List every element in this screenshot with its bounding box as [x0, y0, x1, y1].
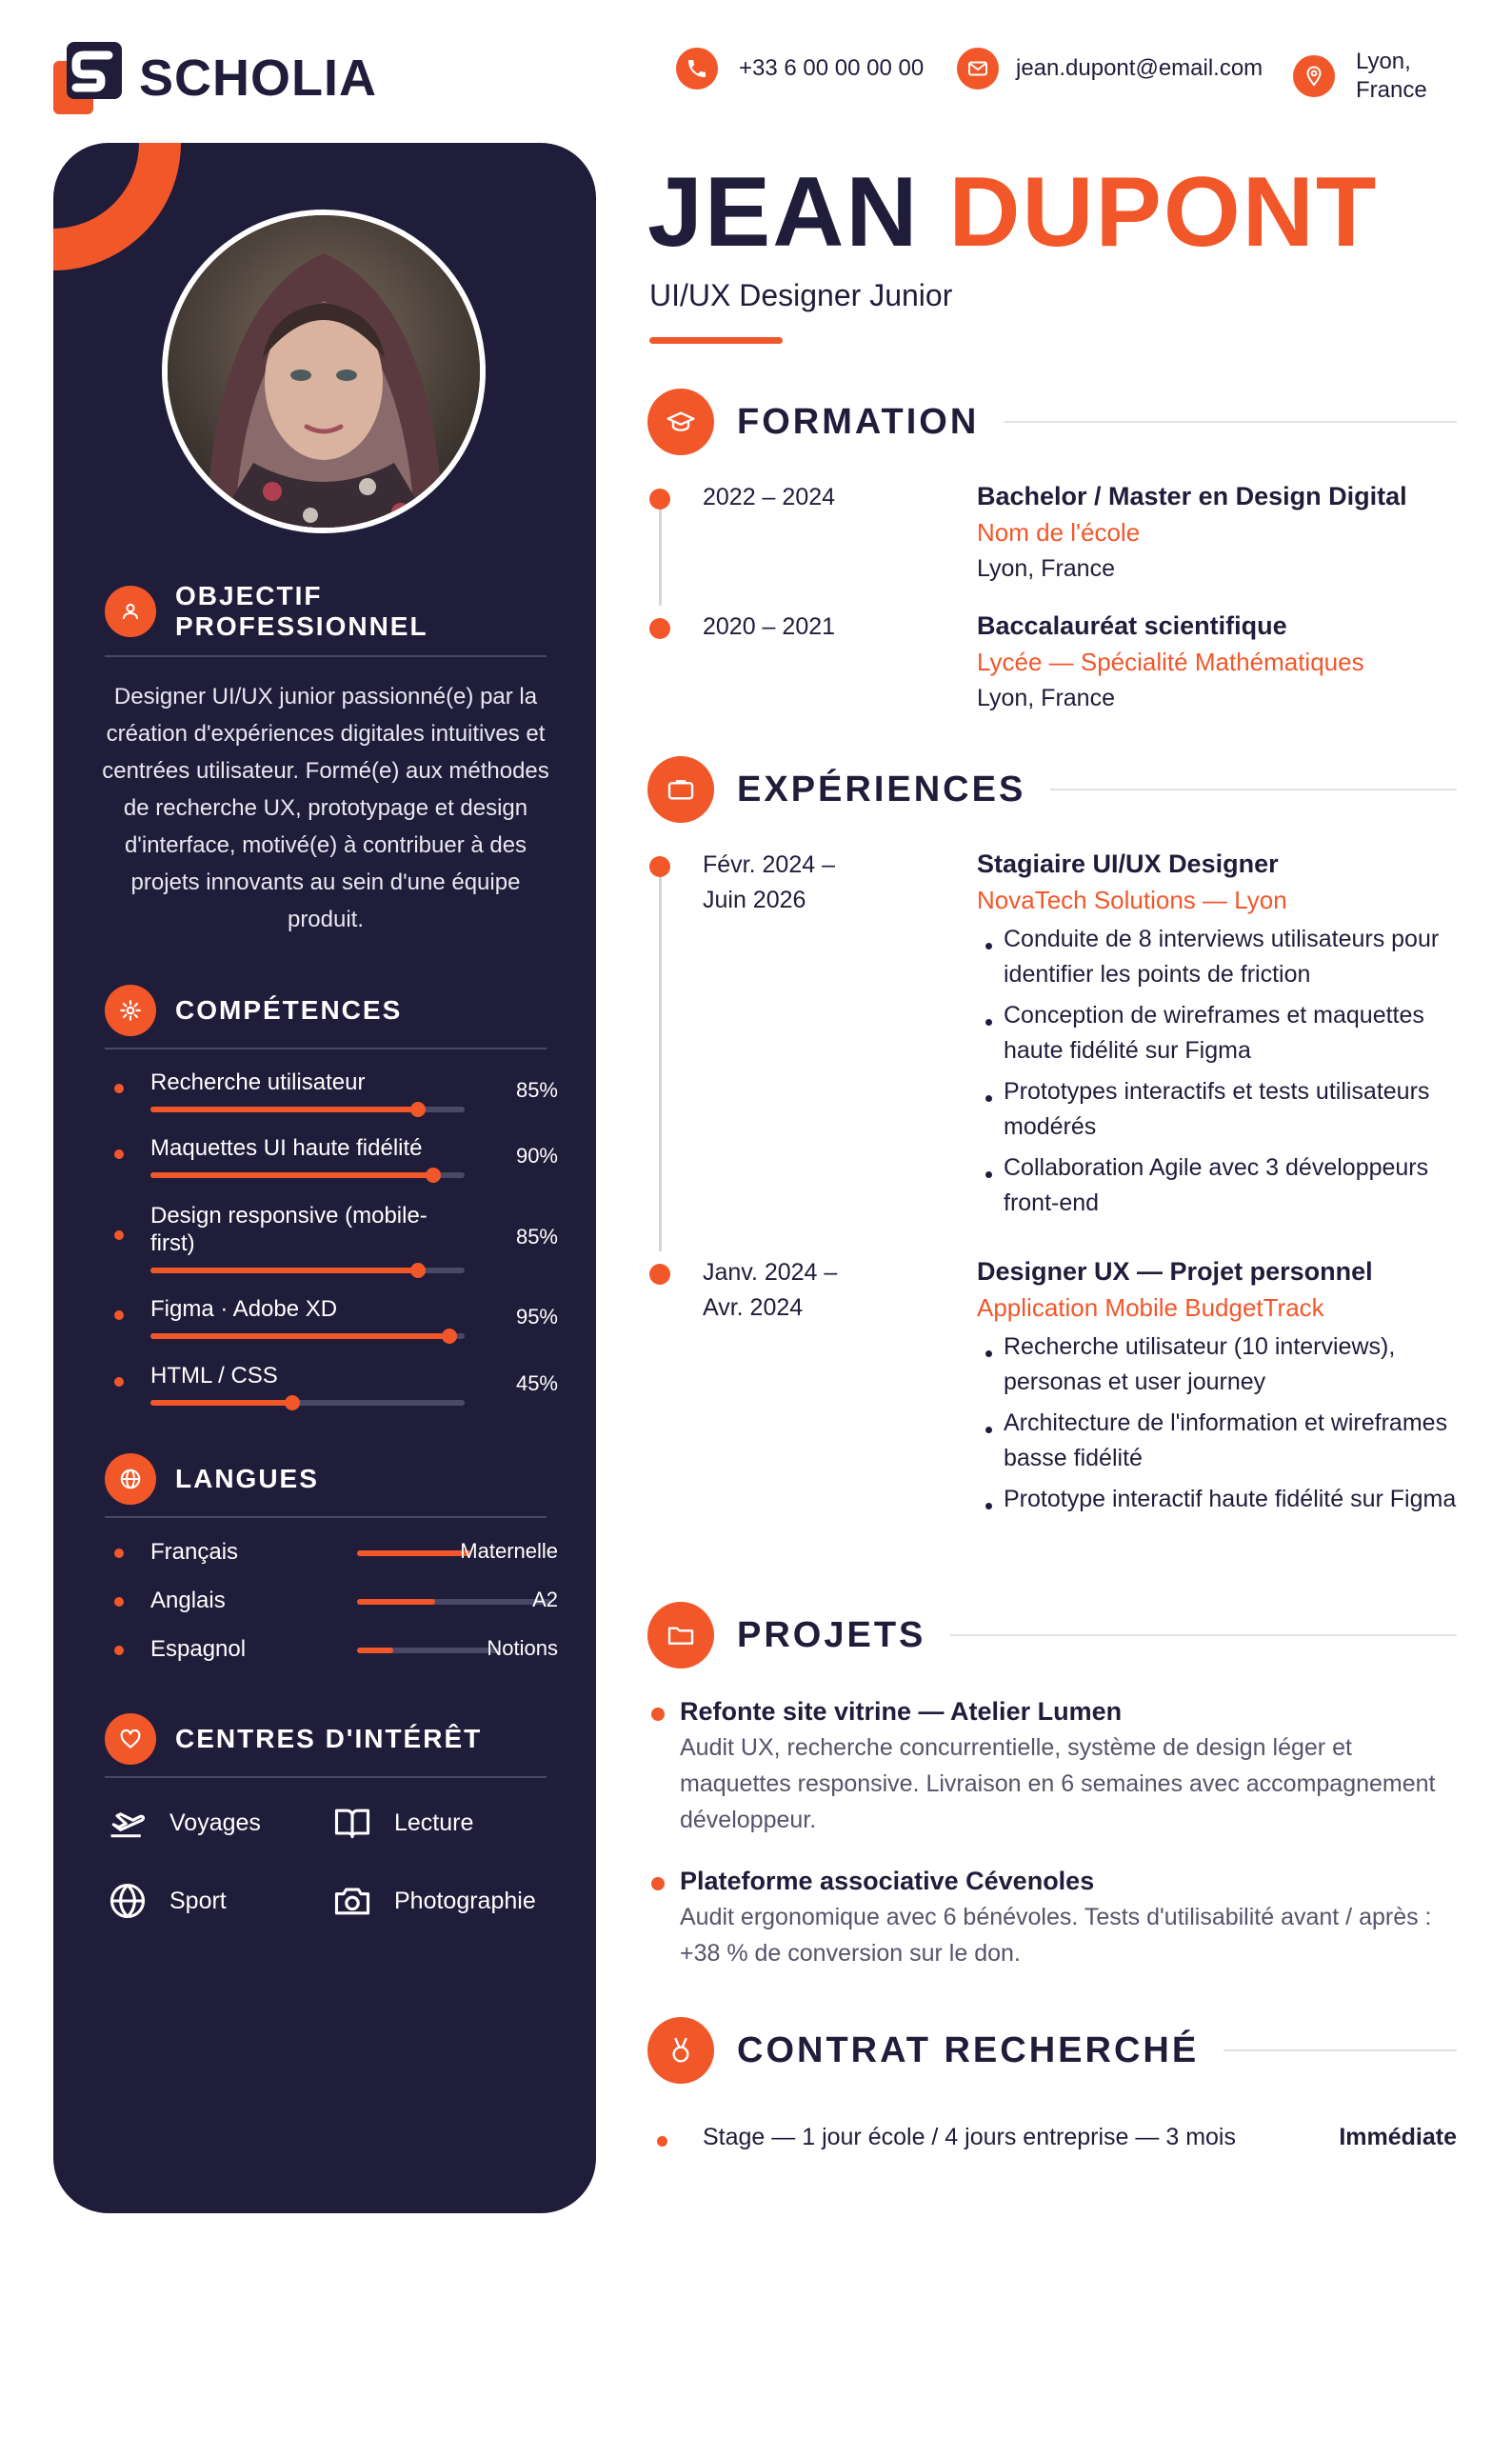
interest-item [107, 1802, 261, 1844]
company: Application Mobile BudgetTrack [977, 1293, 1324, 1322]
bullet-dot [114, 1310, 124, 1320]
heart-icon [105, 1713, 156, 1765]
formation-heading [647, 389, 1457, 455]
task-item: Prototypes interactifs et tests utilisateurs modérés [977, 1074, 1472, 1145]
globe-icon [105, 1453, 156, 1505]
skill-bar [150, 1268, 465, 1273]
job-title: UI/UX Designer Junior [649, 278, 953, 312]
divider [105, 655, 547, 657]
task-item: Collaboration Agile avec 3 développeurs front-end [977, 1150, 1472, 1221]
profile-photo [162, 210, 486, 533]
skill-percent: 85% [515, 1225, 558, 1249]
bullet-dot [114, 1597, 124, 1607]
medal-icon [647, 2017, 714, 2084]
interest-item [107, 1880, 227, 1922]
skill-name: Recherche utilisateur [150, 1069, 366, 1095]
skill-bar [150, 1333, 465, 1339]
availability: Immédiate [1339, 2124, 1457, 2150]
phone-icon [676, 48, 718, 90]
task-item: Recherche utilisateur (10 interviews), personas et user journey [977, 1329, 1472, 1400]
mail-icon [957, 48, 999, 90]
experiences-heading [647, 756, 1457, 823]
contact-email[interactable] [957, 48, 1263, 90]
skill-bar [150, 1400, 465, 1406]
location-text: Lyon, France [1356, 49, 1427, 103]
school: Lycée — Spécialité Mathématiques [977, 648, 1364, 676]
task-item: Architecture de l'information et wireframes basse fidélité [977, 1406, 1472, 1476]
skill-item [105, 1295, 558, 1352]
projects-title: PROJETS [737, 1614, 926, 1655]
formation-title: FORMATION [737, 401, 980, 442]
interest-label: Lecture [394, 1809, 474, 1836]
contract-type: Stage — 1 jour école / 4 jours entreprise — 3 mois [703, 2124, 1236, 2150]
timeline-line [659, 499, 662, 606]
title-underline [649, 337, 783, 344]
objective-text: Designer UI/UX junior passionné(e) par la création d'expériences digitales intuitives et centrées utilisateur. Formé(e) aux méthodes de recherche UX, prototypage et design d'interface, motivé(e) à contribuer à des projets innovants au sein d'une équipe produit. [102, 684, 549, 932]
bullet-dot [114, 1549, 124, 1558]
bullet-dot [114, 1377, 124, 1387]
timeline-line [659, 867, 662, 1251]
book-icon [331, 1802, 373, 1844]
languages-heading [105, 1453, 319, 1505]
skill-percent: 85% [515, 1078, 558, 1102]
language-level: Notions [487, 1636, 558, 1660]
contract-item [649, 2122, 1457, 2160]
project-item [649, 1863, 1468, 1971]
degree: Bachelor / Master en Design Digital [977, 482, 1407, 510]
bullet-dot [114, 1646, 124, 1655]
graduation-cap-icon [647, 389, 714, 455]
experience-date: Janv. 2024 – Avr. 2024 [703, 1259, 838, 1321]
bullet-dot [114, 1230, 124, 1240]
position: Stagiaire UI/UX Designer [977, 849, 1279, 878]
contract-title: CONTRAT RECHERCHÉ [737, 2029, 1200, 2070]
languages-title: LANGUES [175, 1464, 319, 1493]
logo [53, 42, 377, 114]
last-name: DUPONT [948, 157, 1379, 268]
project-name: Refonte site vitrine — Atelier Lumen [680, 1697, 1123, 1726]
timeline-dot [649, 1264, 670, 1285]
formation-item [977, 608, 1472, 716]
skill-item [105, 1134, 558, 1191]
language-bar [357, 1550, 471, 1556]
language-name: Anglais [150, 1588, 226, 1613]
bullet-dot [114, 1084, 124, 1093]
email-address: jean.dupont@email.com [1016, 55, 1263, 81]
divider [105, 1776, 547, 1778]
task-item: Conduite de 8 interviews utilisateurs pour identifier les points de friction [977, 922, 1472, 992]
skill-percent: 90% [515, 1144, 558, 1168]
interest-label: Voyages [169, 1809, 261, 1836]
school-location: Lyon, France [977, 555, 1115, 582]
experience-item [977, 846, 1472, 1227]
language-bar [357, 1648, 500, 1653]
interest-item [331, 1880, 536, 1922]
contact-phone[interactable] [676, 48, 929, 90]
company: NovaTech Solutions — Lyon [977, 886, 1287, 914]
formation-date: 2020 – 2021 [703, 613, 836, 640]
user-icon [105, 586, 156, 637]
bullet-dot [651, 1877, 665, 1890]
language-item [105, 1537, 558, 1569]
skill-bar [150, 1172, 465, 1178]
interest-label: Photographie [394, 1887, 536, 1914]
airplane-icon [107, 1802, 149, 1844]
divider [1050, 789, 1457, 790]
divider [1224, 2049, 1457, 2051]
language-level: A2 [532, 1588, 558, 1611]
contract-heading [647, 2017, 1457, 2084]
bullet-dot [657, 2136, 667, 2147]
projects-heading [647, 1602, 1457, 1669]
briefcase-icon [647, 756, 714, 823]
bullet-dot [114, 1149, 124, 1159]
interest-item [331, 1802, 473, 1844]
skill-percent: 45% [515, 1371, 558, 1395]
skill-percent: 95% [515, 1305, 558, 1329]
language-bar [357, 1599, 551, 1605]
ball-icon [107, 1880, 149, 1922]
project-description: Audit ergonomique avec 6 bénévoles. Tests d'utilisabilité avant / après : +38 % de conversion sur le don. [680, 1904, 1432, 1967]
first-name: JEAN [647, 157, 920, 268]
skill-name: Design responsive (mobile-first) [150, 1203, 428, 1256]
skills-heading [105, 985, 402, 1036]
task-item: Prototype interactif haute fidélité sur Figma [977, 1482, 1472, 1517]
objective-title: OBJECTIF PROFESSIONNEL [175, 581, 428, 641]
interest-label: Sport [169, 1887, 227, 1914]
divider [950, 1634, 1457, 1636]
experiences-title: EXPÉRIENCES [737, 769, 1026, 809]
school-location: Lyon, France [977, 685, 1115, 711]
position: Designer UX — Projet personnel [977, 1257, 1373, 1286]
skill-item [105, 1202, 558, 1286]
timeline-dot [649, 618, 670, 639]
skill-name: Maquettes UI haute fidélité [150, 1135, 423, 1161]
brand-name: SCHOLIA [139, 50, 377, 107]
divider [1004, 421, 1457, 423]
phone-number: +33 6 00 00 00 00 [739, 55, 925, 81]
gear-icon [105, 985, 156, 1036]
language-item [105, 1634, 558, 1667]
folder-icon [647, 1602, 714, 1669]
experience-item [977, 1253, 1472, 1523]
skill-name: HTML / CSS [150, 1363, 278, 1389]
degree: Baccalauréat scientifique [977, 611, 1287, 640]
task-item: Conception de wireframes et maquettes haute fidélité sur Figma [977, 998, 1472, 1069]
timeline-dot [649, 489, 670, 510]
skill-item [105, 1069, 558, 1126]
task-list [977, 922, 1472, 1221]
contact-location [1293, 48, 1451, 105]
skill-name: Figma · Adobe XD [150, 1296, 338, 1322]
divider [105, 1516, 547, 1518]
language-name: Espagnol [150, 1636, 247, 1662]
scholia-logo-icon [53, 42, 122, 114]
formation-item [977, 478, 1472, 587]
language-name: Français [150, 1539, 239, 1565]
task-list [977, 1329, 1472, 1517]
interests-title: CENTRES D'INTÉRÊT [175, 1724, 483, 1753]
project-item [649, 1693, 1468, 1838]
interests-heading [105, 1713, 482, 1765]
sidebar [53, 143, 596, 2213]
location-pin-icon [1293, 55, 1335, 97]
skills-title: COMPÉTENCES [175, 995, 403, 1025]
project-description: Audit UX, recherche concurrentielle, système de design léger et maquettes responsive. Livraison en 6 semaines avec accompagnement développeur. [680, 1734, 1436, 1833]
language-level: Maternelle [460, 1539, 558, 1563]
project-name: Plateforme associative Cévenoles [680, 1867, 1095, 1895]
timeline-dot [649, 856, 670, 877]
decorative-arc [53, 143, 196, 286]
school: Nom de l'école [977, 518, 1141, 547]
language-item [105, 1586, 558, 1618]
formation-date: 2022 – 2024 [703, 484, 836, 510]
objective-heading [105, 581, 428, 642]
skill-item [105, 1362, 558, 1419]
skill-bar [150, 1107, 465, 1112]
bullet-dot [651, 1708, 665, 1721]
camera-icon [331, 1880, 373, 1922]
experience-date: Févr. 2024 – Juin 2026 [703, 851, 835, 913]
divider [105, 1048, 547, 1049]
full-name [647, 157, 1379, 268]
